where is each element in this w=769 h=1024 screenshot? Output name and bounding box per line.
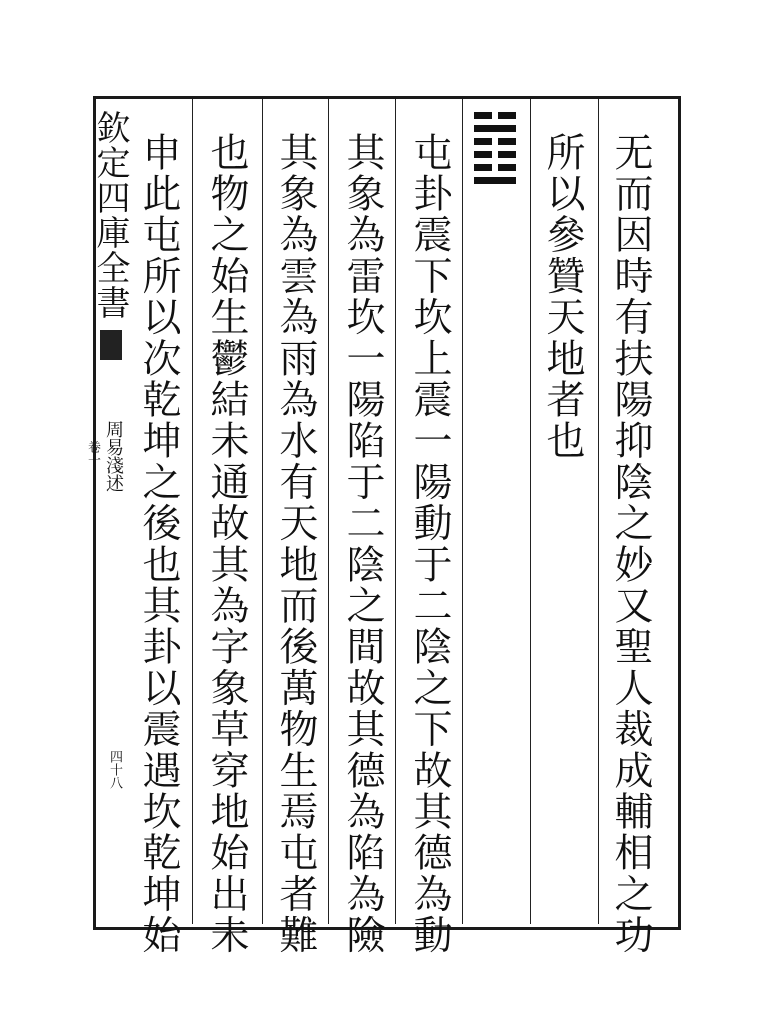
column-divider xyxy=(262,99,263,924)
column-divider xyxy=(598,99,599,924)
collection-title: 欽定四庫全書 xyxy=(90,110,130,320)
juan-number: 卷一 xyxy=(85,440,100,466)
text-column-4: 其象為雷坎一陽陷于二陰之間故其德為陷為險 xyxy=(340,132,385,956)
text-column-2: 所以參贊天地者也 xyxy=(540,132,585,462)
column-divider xyxy=(395,99,396,924)
column-divider xyxy=(530,99,531,924)
hexagram-zhun-icon xyxy=(474,112,516,184)
fishtail-mark xyxy=(100,330,122,360)
text-column-7: 申此屯所以次乾坤之後也其卦以震遇坎乾坤始 xyxy=(136,132,181,956)
folio-number: 四十八 xyxy=(107,750,122,789)
column-divider xyxy=(462,99,463,924)
text-column-5: 其象為雲為雨為水有天地而後萬物生焉屯者難 xyxy=(273,132,318,956)
text-column-6: 也物之始生鬱結未通故其為字象草穿地始出未 xyxy=(204,132,249,956)
text-column-3: 屯卦震下坎上震一陽動于二陰之下故其德為動 xyxy=(407,132,452,956)
text-column-1: 无而因時有扶陽抑陰之妙又聖人裁成輔相之功 xyxy=(608,132,653,956)
column-divider xyxy=(192,99,193,924)
column-divider xyxy=(328,99,329,924)
book-title: 周易淺述 xyxy=(103,420,124,492)
